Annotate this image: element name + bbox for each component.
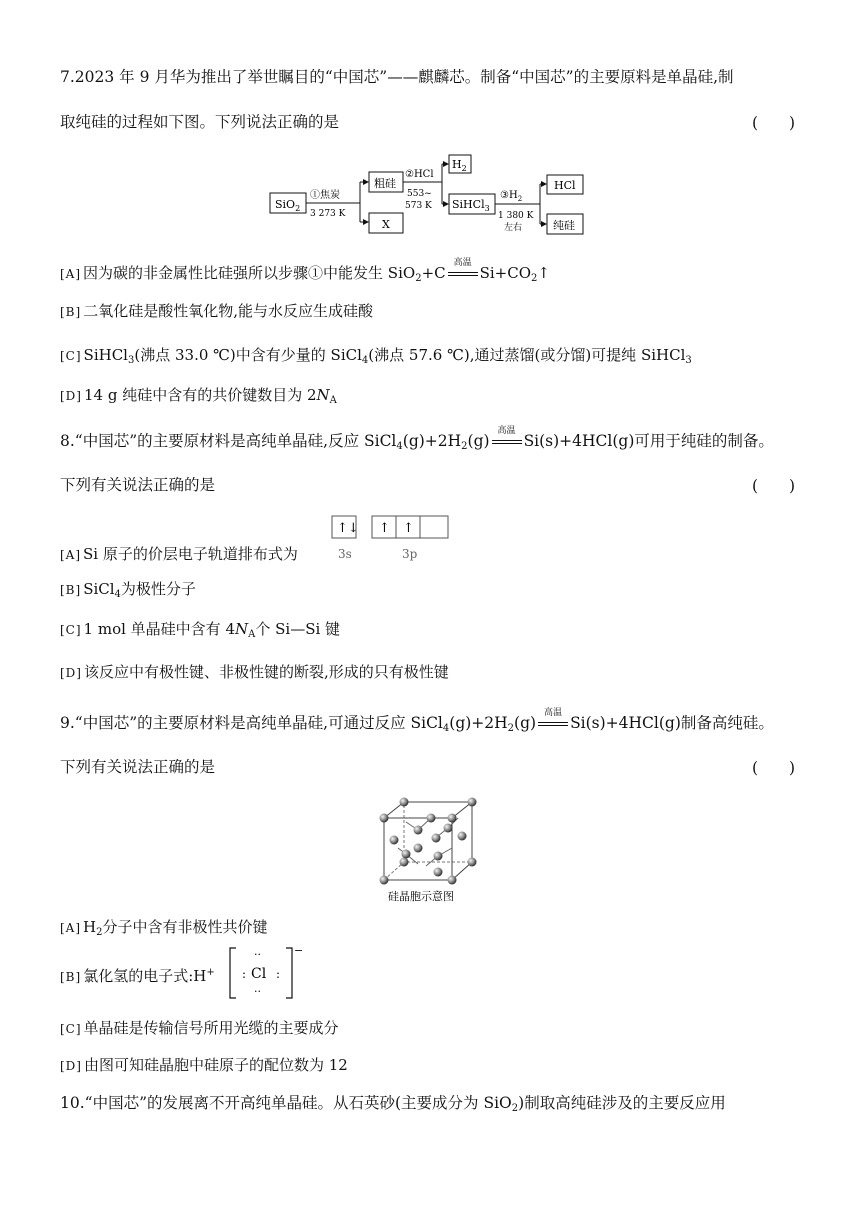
q7-stem-line2: 取纯硅的过程如下图。下列说法正确的是 [60,113,340,131]
cl-dots-top: ·· [254,948,261,961]
orbital-3s-label: 3s [338,547,352,561]
q8-stem-line1: 8.“中国芯”的主要原材料是高纯单晶硅,反应 $SiCl_4(g)+2H_2(g)$ 高温 Si(s)+4HCl(g)可用于纯硅的制备。 [60,426,774,452]
crude-si-label: 粗硅 [374,177,396,190]
orbital-3p-label: 3p [402,547,418,561]
pure-si-label: 纯硅 [553,219,575,232]
q9-option-c[interactable]: [C] 单晶硅是传输信号所用光缆的主要成分 [60,1019,339,1037]
unit-cell-caption: 硅晶胞示意图 [388,890,454,903]
step2-temp-a: 553~ [407,189,432,199]
q9-option-d[interactable]: [D] 由图可知硅晶胞中硅原子的配位数为 12 [60,1056,348,1074]
q7-option-b-label: [B] [60,305,82,319]
q7-option-d-label: [D] [60,389,82,403]
q9-option-b-label: [B] [60,970,82,984]
orbital-3p-arrow-1: ↑ [379,521,390,536]
q10-stem-line1: 10.“中国芯”的发展离不开高纯单晶硅。从石英砂(主要成分为 SiO$_2$)制取高纯硅涉及的主要反应用 [60,1094,726,1114]
q8-option-b-label: [B] [60,583,82,597]
h2-label: $H_2$ [452,158,467,173]
q9-stem-line1: 9.“中国芯”的主要原材料是高纯单晶硅,可通过反应 $SiCl_4(g)+2H_2(g)$ 高温 Si(s)+4HCl(g)制备高纯硅。 [60,708,774,734]
step3-reagent: $③H_2$ [500,190,523,203]
orbital-diagram [330,514,454,564]
q9-answer-paren: ( ) [752,759,796,777]
q9-stem-line2: 下列有关说法正确的是 [60,758,216,776]
q7-option-d[interactable]: [D] 14 g 纯硅中含有的共价键数目为 $2N_A$ [60,386,337,406]
q8-answer-paren: ( ) [752,477,796,495]
step2-temp-b: 573 K [405,201,432,211]
silicon-unit-cell-figure [376,796,486,906]
q9-option-d-label: [D] [60,1059,82,1073]
q8-option-c[interactable]: [C] 1 mol 单晶硅中含有 $4N_A$个 Si—Si 键 [60,620,341,640]
q7-option-c[interactable]: [C] SiHCl$_3$(沸点 33.0 ℃)中含有少量的 SiCl$_4$(沸点 57.6 ℃),通过蒸馏(或分馏)可提纯 SiHCl$_3$ [60,346,692,366]
q8-option-c-label: [C] [60,623,82,637]
q8-option-d-label: [D] [60,666,82,680]
q9-option-c-label: [C] [60,1022,82,1036]
q7-option-a[interactable]: [A] 因为碳的非金属性比硅强所以步骤①中能发生 SiO$_2$+C 高温 $Si+CO_2↑$ [60,258,550,284]
step1-temp: 3 273 K [310,209,346,219]
cl-symbol: Cl [251,966,267,982]
q9-option-a-label: [A] [60,921,82,935]
step2-reagent: ②HCl [405,169,434,180]
sio2-label: SiO$_2$ [275,198,301,213]
charge-minus: − [294,944,304,957]
step3-temp: 1 380 K [498,211,534,221]
q7-option-b[interactable]: [B] 二氧化硅是酸性氧化物,能与水反应生成硅酸 [60,302,373,320]
step1-reagent: ①焦炭 [310,190,340,201]
q8-stem-line2: 下列有关说法正确的是 [60,476,216,494]
hcl-electron-dot-bracket [228,944,306,1002]
hcl-label: HCl [554,179,576,192]
cl-dots-bottom: ·· [254,985,261,998]
q7-answer-paren: ( ) [752,114,796,132]
q7-stem-line1: 7.2023 年 9 月华为推出了举世瞩目的“中国芯”——麒麟芯。制备“中国芯”的主要原料是单晶硅,制 [60,68,734,86]
cl-dots-left: : [242,967,247,981]
q7-option-c-label: [C] [60,349,82,363]
q7-flow-diagram [264,150,594,242]
q8-option-d[interactable]: [D] 该反应中有极性键、非极性键的断裂,形成的只有极性键 [60,663,449,681]
q9-option-b[interactable]: [B] 氯化氢的电子式:H+ [60,967,215,985]
orbital-3s-arrows: ↑↓ [337,521,359,536]
x-label: X [382,218,390,231]
q7-option-a-label: [A] [60,267,82,281]
step3-temp-b: 左右 [504,223,523,233]
sihcl3-label: SiHCl$_3$ [452,198,490,213]
q8-option-b[interactable]: [B] SiCl$_4$为极性分子 [60,580,196,600]
q9-option-a[interactable]: [A] $H_2$分子中含有非极性共价键 [60,918,268,938]
q8-option-a[interactable]: [A] Si 原子的价层电子轨道排布式为 [60,545,298,563]
q8-option-a-label: [A] [60,548,82,562]
cl-dots-right: : [276,967,281,981]
orbital-3p-arrow-2: ↑ [403,521,414,536]
